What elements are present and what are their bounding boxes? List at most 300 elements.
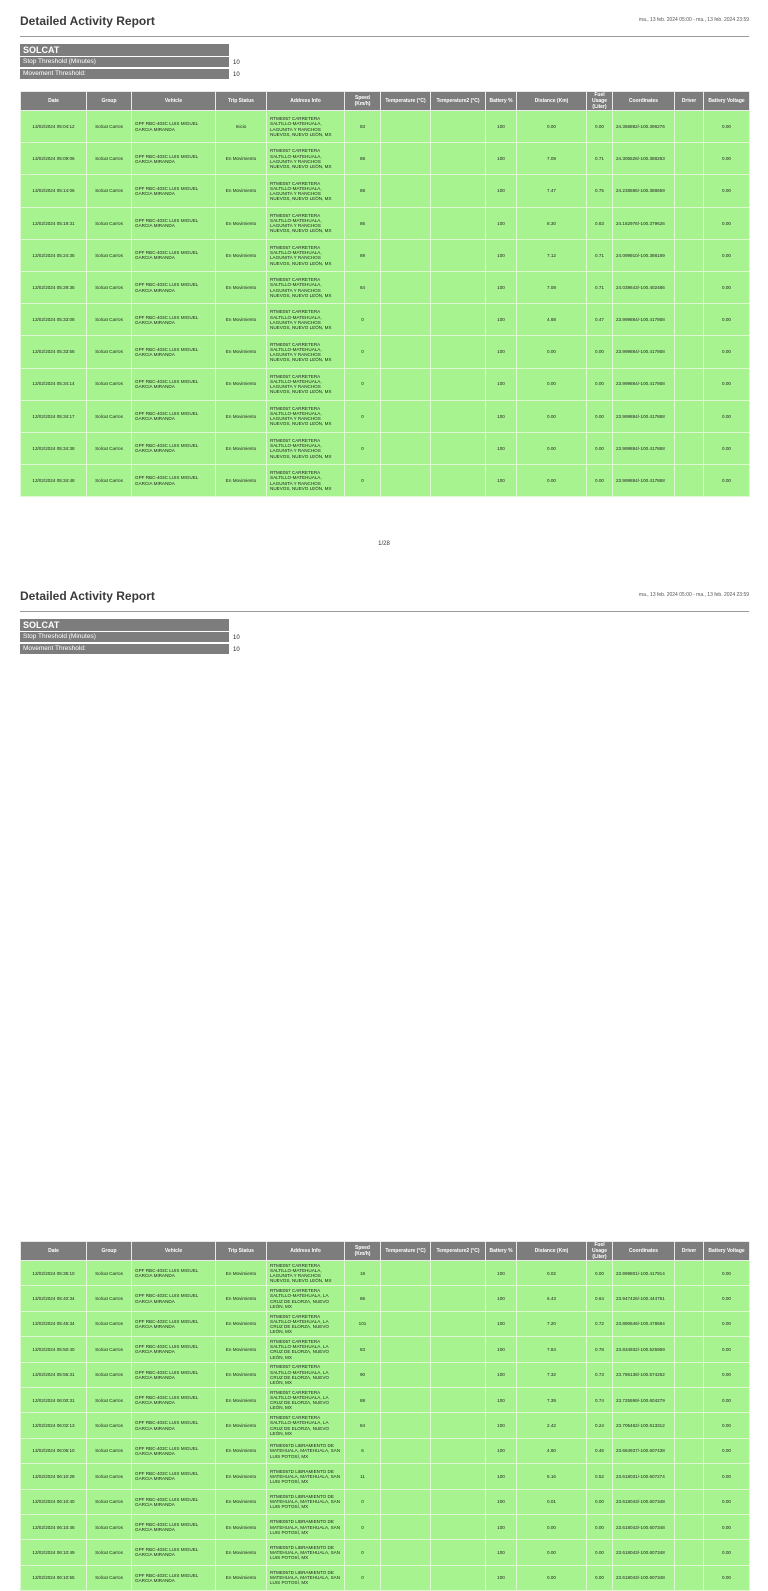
cell-speed: 6 (345, 1438, 381, 1463)
cell-date: 13/02/2024 05:09:06 (21, 143, 87, 175)
cell-coordinates: 24.162976/-100.379626 (613, 207, 675, 239)
table-row (21, 239, 750, 271)
column-header-driver: Driver (675, 92, 704, 111)
table-row (21, 1286, 750, 1311)
table-header-row (21, 1242, 750, 1261)
movement-threshold-value: 10 (233, 647, 240, 653)
cell-vehicle: GPF RBC-403C LUIS MIGUEL GARCIA MIRANDA (132, 1413, 216, 1438)
cell-fuel-usage: 0.47 (587, 304, 613, 336)
cell-vehicle: GPF RBC-403C LUIS MIGUEL GARCIA MIRANDA (132, 1565, 216, 1590)
cell-vehicle: GPF RBC-403C LUIS MIGUEL GARCIA MIRANDA (132, 304, 216, 336)
table-row (21, 1337, 750, 1362)
cell-vehicle: GPF RBC-403C LUIS MIGUEL GARCIA MIRANDA (132, 239, 216, 271)
movement-threshold-value: 10 (233, 72, 240, 78)
cell-trip-status: En Movimiento (216, 1540, 267, 1565)
cell-temperature2 (431, 239, 486, 271)
cell-coordinates: 24.305526/-100.388283 (613, 143, 675, 175)
cell-distance: 7.32 (517, 1362, 587, 1387)
cell-temperature2 (431, 465, 486, 497)
cell-coordinates: 23.999884/-100.417868 (613, 336, 675, 368)
cell-driver (675, 175, 704, 207)
cell-vehicle: GPF RBC-403C LUIS MIGUEL GARCIA MIRANDA (132, 465, 216, 497)
cell-trip-status: En Movimiento (216, 465, 267, 497)
cell-vehicle: GPF RBC-403C LUIS MIGUEL GARCIA MIRANDA (132, 271, 216, 303)
cell-temperature2 (431, 1387, 486, 1412)
cell-distance: 5.16 (517, 1464, 587, 1489)
table-row (21, 368, 750, 400)
cell-trip-status: En Movimiento (216, 1514, 267, 1539)
cell-coordinates: 23.618043/-100.607348 (613, 1565, 675, 1590)
cell-temperature (381, 400, 431, 432)
cell-date: 13/02/2024 06:02:13 (21, 1413, 87, 1438)
cell-coordinates: 23.999884/-100.417868 (613, 465, 675, 497)
cell-battery-voltage: 0.00 (704, 111, 750, 143)
cell-temperature (381, 1438, 431, 1463)
cell-battery-voltage: 0.00 (704, 400, 750, 432)
cell-trip-status: En Movimiento (216, 336, 267, 368)
cell-group: Solcat Carros (87, 1387, 132, 1412)
cell-driver (675, 1286, 704, 1311)
column-header-date: Date (21, 92, 87, 111)
cell-address-info: RTME057D LIBRAMIENTO DE MATEHUALA, MATEHUALA, SAN LUIS POTOSÍ, MX (267, 1565, 345, 1590)
column-header-fuel-usage: Fuel Usage (Liter) (587, 92, 613, 111)
column-header-trip-status: Trip Status (216, 1242, 267, 1261)
report-header (20, 14, 749, 37)
cell-group: Solcat Carros (87, 1311, 132, 1336)
table-row (21, 304, 750, 336)
cell-battery-voltage: 0.00 (704, 239, 750, 271)
table-row (21, 1514, 750, 1539)
stop-threshold-value: 10 (233, 60, 240, 66)
cell-temperature (381, 1387, 431, 1412)
table-row (21, 1261, 750, 1286)
cell-battery-voltage: 0.00 (704, 1540, 750, 1565)
column-header-distance: Distance (Km) (517, 1242, 587, 1261)
cell-address-info: RTME057 CARRETERA SALTILLO-MATEHUALA, LA CRUZ DE ELORZA, NUEVO LEÓN, MX (267, 1337, 345, 1362)
cell-fuel-usage: 0.75 (587, 175, 613, 207)
cell-driver (675, 1362, 704, 1387)
cell-temperature2 (431, 1438, 486, 1463)
cell-group: Solcat Carros (87, 143, 132, 175)
cell-temperature2 (431, 1311, 486, 1336)
cell-distance: 7.20 (517, 1311, 587, 1336)
report-title: Detailed Activity Report (20, 589, 155, 603)
column-header-coordinates: Coordinates (613, 92, 675, 111)
cell-distance: 0.00 (517, 400, 587, 432)
cell-temperature (381, 1362, 431, 1387)
cell-vehicle: GPF RBC-403C LUIS MIGUEL GARCIA MIRANDA (132, 1514, 216, 1539)
cell-battery-percent: 100 (486, 1438, 517, 1463)
cell-address-info: RTME057 CARRETERA SALTILLO-MATEHUALA, LAGUNITA Y RANCHOS NUEVOS, NUEVO LEÓN, MX (267, 400, 345, 432)
cell-speed: 86 (345, 1286, 381, 1311)
cell-battery-voltage: 0.00 (704, 1464, 750, 1489)
column-header-battery-voltage: Battery Voltage (704, 92, 750, 111)
table-row (21, 271, 750, 303)
cell-speed: 0 (345, 432, 381, 464)
cell-temperature (381, 1565, 431, 1590)
cell-battery-percent: 100 (486, 432, 517, 464)
cell-driver (675, 111, 704, 143)
cell-trip-status: En Movimiento (216, 400, 267, 432)
cell-battery-percent: 100 (486, 175, 517, 207)
cell-coordinates: 23.999884/-100.417868 (613, 400, 675, 432)
report-title: Detailed Activity Report (20, 14, 155, 28)
cell-battery-voltage: 0.00 (704, 1311, 750, 1336)
cell-group: Solcat Carros (87, 1286, 132, 1311)
stop-threshold-value: 10 (233, 635, 240, 641)
cell-date: 13/02/2024 06:06:10 (21, 1438, 87, 1463)
cell-trip-status: En Movimiento (216, 239, 267, 271)
cell-address-info: RTME057D LIBRAMIENTO DE MATEHUALA, MATEHUALA, SAN LUIS POTOSÍ, MX (267, 1438, 345, 1463)
cell-date: 13/02/2024 06:00:31 (21, 1387, 87, 1412)
cell-group: Solcat Carros (87, 175, 132, 207)
movement-threshold-row (20, 69, 240, 80)
cell-vehicle: GPF RBC-403C LUIS MIGUEL GARCIA MIRANDA (132, 368, 216, 400)
cell-speed: 0 (345, 336, 381, 368)
cell-battery-voltage: 0.00 (704, 1489, 750, 1514)
cell-battery-voltage: 0.00 (704, 1413, 750, 1438)
cell-date: 13/02/2024 06:10:49 (21, 1540, 87, 1565)
column-header-group: Group (87, 1242, 132, 1261)
cell-trip-status: En Movimiento (216, 175, 267, 207)
column-header-battery-percent: Battery % (486, 1242, 517, 1261)
column-header-group: Group (87, 92, 132, 111)
column-header-driver: Driver (675, 1242, 704, 1261)
cell-battery-percent: 100 (486, 271, 517, 303)
cell-battery-percent: 100 (486, 368, 517, 400)
cell-fuel-usage: 0.00 (587, 432, 613, 464)
cell-coordinates: 23.725599/-100.604279 (613, 1387, 675, 1412)
cell-address-info: RTME057 CARRETERA SALTILLO-MATEHUALA, LAGUNITA Y RANCHOS NUEVOS, NUEVO LEÓN, MX (267, 175, 345, 207)
cell-coordinates: 23.618031/-100.607274 (613, 1464, 675, 1489)
cell-battery-percent: 100 (486, 207, 517, 239)
column-header-temperature: Temperature (°C) (381, 1242, 431, 1261)
cell-fuel-usage: 0.72 (587, 1311, 613, 1336)
cell-distance: 8.30 (517, 207, 587, 239)
cell-group: Solcat Carros (87, 1489, 132, 1514)
cell-date: 13/02/2024 05:34:14 (21, 368, 87, 400)
cell-date: 13/02/2024 06:10:46 (21, 1514, 87, 1539)
cell-temperature2 (431, 207, 486, 239)
cell-temperature2 (431, 432, 486, 464)
cell-temperature2 (431, 111, 486, 143)
cell-trip-status: En Movimiento (216, 1489, 267, 1514)
cell-battery-percent: 100 (486, 1311, 517, 1336)
cell-vehicle: GPF RBC-403C LUIS MIGUEL GARCIA MIRANDA (132, 1286, 216, 1311)
cell-temperature (381, 1261, 431, 1286)
cell-driver (675, 239, 704, 271)
cell-battery-percent: 100 (486, 1565, 517, 1590)
stop-threshold-row (20, 632, 240, 643)
cell-battery-voltage: 0.00 (704, 1261, 750, 1286)
cell-coordinates: 23.999801/-100.417914 (613, 1261, 675, 1286)
cell-driver (675, 1337, 704, 1362)
activity-table (20, 1241, 750, 1591)
cell-address-info: RTME057 CARRETERA SALTILLO-MATEHUALA, LAGUNITA Y RANCHOS NUEVOS, NUEVO LEÓN, MX (267, 239, 345, 271)
cell-coordinates: 23.999884/-100.417868 (613, 432, 675, 464)
cell-distance: 0.00 (517, 1514, 587, 1539)
cell-temperature (381, 143, 431, 175)
cell-date: 13/02/2024 05:14:06 (21, 175, 87, 207)
cell-driver (675, 432, 704, 464)
cell-speed: 0 (345, 304, 381, 336)
cell-driver (675, 1464, 704, 1489)
cell-driver (675, 368, 704, 400)
cell-fuel-usage: 0.00 (587, 1261, 613, 1286)
stop-threshold-row (20, 57, 240, 68)
report-info-block (20, 619, 240, 655)
cell-trip-status: En Movimiento (216, 143, 267, 175)
cell-vehicle: GPF RBC-403C LUIS MIGUEL GARCIA MIRANDA (132, 400, 216, 432)
cell-temperature (381, 336, 431, 368)
cell-battery-voltage: 0.00 (704, 1565, 750, 1590)
cell-temperature (381, 1337, 431, 1362)
cell-driver (675, 1413, 704, 1438)
cell-date: 13/02/2024 06:10:55 (21, 1565, 87, 1590)
cell-driver (675, 1387, 704, 1412)
table-row (21, 1387, 750, 1412)
cell-fuel-usage: 0.24 (587, 1413, 613, 1438)
cell-battery-voltage: 0.00 (704, 175, 750, 207)
cell-speed: 19 (345, 1261, 381, 1286)
cell-vehicle: GPF RBC-403C LUIS MIGUEL GARCIA MIRANDA (132, 1261, 216, 1286)
cell-temperature2 (431, 1514, 486, 1539)
cell-distance: 0.00 (517, 1565, 587, 1590)
cell-group: Solcat Carros (87, 400, 132, 432)
cell-trip-status: En Movimiento (216, 1438, 267, 1463)
cell-group: Solcat Carros (87, 111, 132, 143)
cell-date: 13/02/2024 05:45:34 (21, 1311, 87, 1336)
cell-battery-percent: 100 (486, 1261, 517, 1286)
cell-distance: 0.00 (517, 465, 587, 497)
date-range: ma., 13 feb. 2024 05:00 - ma., 13 feb. 2024 23:59 (638, 17, 749, 23)
cell-speed: 0 (345, 1489, 381, 1514)
cell-group: Solcat Carros (87, 1565, 132, 1590)
cell-fuel-usage: 0.00 (587, 465, 613, 497)
cell-trip-status: En Movimiento (216, 271, 267, 303)
movement-threshold-label: Movement Threshold: (20, 644, 229, 654)
cell-date: 13/02/2024 05:34:17 (21, 400, 87, 432)
cell-group: Solcat Carros (87, 1438, 132, 1463)
column-header-fuel-usage: Fuel Usage (Liter) (587, 1242, 613, 1261)
table-row (21, 207, 750, 239)
table-row (21, 465, 750, 497)
cell-group: Solcat Carros (87, 368, 132, 400)
cell-vehicle: GPF RBC-403C LUIS MIGUEL GARCIA MIRANDA (132, 1362, 216, 1387)
cell-group: Solcat Carros (87, 432, 132, 464)
cell-address-info: RTME057 CARRETERA SALTILLO-MATEHUALA, LA CRUZ DE ELORZA, NUEVO LEÓN, MX (267, 1286, 345, 1311)
cell-date: 13/02/2024 05:50:40 (21, 1337, 87, 1362)
column-header-temperature: Temperature (°C) (381, 92, 431, 111)
cell-driver (675, 1438, 704, 1463)
cell-date: 13/02/2024 05:55:31 (21, 1362, 87, 1387)
cell-battery-voltage: 0.00 (704, 368, 750, 400)
cell-date: 13/02/2024 05:33:08 (21, 304, 87, 336)
stop-threshold-label: Stop Threshold (Minutes) (20, 632, 229, 642)
column-header-battery-percent: Battery % (486, 92, 517, 111)
cell-temperature2 (431, 1286, 486, 1311)
cell-speed: 101 (345, 1311, 381, 1336)
activity-table (20, 91, 750, 497)
cell-speed: 88 (345, 143, 381, 175)
column-header-vehicle: Vehicle (132, 92, 216, 111)
table-row (21, 1565, 750, 1590)
movement-threshold-row (20, 644, 240, 655)
cell-group: Solcat Carros (87, 304, 132, 336)
cell-coordinates: 23.786138/-100.574262 (613, 1362, 675, 1387)
cell-distance: 0.00 (517, 336, 587, 368)
cell-temperature (381, 1489, 431, 1514)
cell-battery-percent: 100 (486, 336, 517, 368)
cell-vehicle: GPF RBC-403C LUIS MIGUEL GARCIA MIRANDA (132, 111, 216, 143)
cell-vehicle: GPF RBC-403C LUIS MIGUEL GARCIA MIRANDA (132, 207, 216, 239)
cell-fuel-usage: 0.00 (587, 368, 613, 400)
cell-coordinates: 24.368882/-100.396276 (613, 111, 675, 143)
cell-battery-percent: 100 (486, 1286, 517, 1311)
cell-date: 13/02/2024 05:29:35 (21, 271, 87, 303)
cell-driver (675, 1311, 704, 1336)
cell-address-info: RTME057D LIBRAMIENTO DE MATEHUALA, MATEHUALA, SAN LUIS POTOSÍ, MX (267, 1514, 345, 1539)
company-name: SOLCAT (20, 44, 229, 56)
cell-fuel-usage: 0.73 (587, 1362, 613, 1387)
cell-distance: 0.02 (517, 1261, 587, 1286)
cell-speed: 90 (345, 1362, 381, 1387)
cell-fuel-usage: 0.78 (587, 1337, 613, 1362)
cell-address-info: RTME057 CARRETERA SALTILLO-MATEHUALA, LAGUNITA Y RANCHOS NUEVOS, NUEVO LEÓN, MX (267, 368, 345, 400)
cell-distance: 7.08 (517, 271, 587, 303)
cell-address-info: RTME057 CARRETERA SALTILLO-MATEHUALA, LA CRUZ DE ELORZA, NUEVO LEÓN, MX (267, 1387, 345, 1412)
cell-address-info: RTME057 CARRETERA SALTILLO-MATEHUALA, LAGUNITA Y RANCHOS NUEVOS, NUEVO LEÓN, MX (267, 111, 345, 143)
cell-temperature (381, 1413, 431, 1438)
cell-battery-percent: 100 (486, 1514, 517, 1539)
cell-trip-status: En Movimiento (216, 1387, 267, 1412)
cell-battery-percent: 100 (486, 1540, 517, 1565)
cell-battery-percent: 100 (486, 111, 517, 143)
cell-fuel-usage: 0.83 (587, 207, 613, 239)
cell-temperature (381, 1286, 431, 1311)
cell-trip-status: En Movimiento (216, 432, 267, 464)
cell-temperature (381, 239, 431, 271)
table-row (21, 1540, 750, 1565)
cell-vehicle: GPF RBC-403C LUIS MIGUEL GARCIA MIRANDA (132, 1337, 216, 1362)
cell-fuel-usage: 0.71 (587, 271, 613, 303)
cell-distance: 0.01 (517, 1489, 587, 1514)
cell-battery-percent: 100 (486, 1362, 517, 1387)
cell-distance: 7.84 (517, 1337, 587, 1362)
table-row (21, 1438, 750, 1463)
cell-date: 13/02/2024 06:10:40 (21, 1489, 87, 1514)
cell-trip-status: En Movimiento (216, 368, 267, 400)
cell-battery-percent: 100 (486, 1489, 517, 1514)
column-header-battery-voltage: Battery Voltage (704, 1242, 750, 1261)
column-header-vehicle: Vehicle (132, 1242, 216, 1261)
cell-trip-status: En Movimiento (216, 1337, 267, 1362)
cell-speed: 86 (345, 207, 381, 239)
cell-temperature2 (431, 1413, 486, 1438)
cell-driver (675, 1514, 704, 1539)
cell-battery-voltage: 0.00 (704, 1387, 750, 1412)
cell-speed: 89 (345, 239, 381, 271)
cell-group: Solcat Carros (87, 1540, 132, 1565)
cell-vehicle: GPF RBC-403C LUIS MIGUEL GARCIA MIRANDA (132, 1540, 216, 1565)
cell-temperature (381, 368, 431, 400)
cell-distance: 2.42 (517, 1413, 587, 1438)
table-row (21, 1464, 750, 1489)
cell-temperature (381, 207, 431, 239)
cell-vehicle: GPF RBC-403C LUIS MIGUEL GARCIA MIRANDA (132, 1489, 216, 1514)
cell-coordinates: 23.618043/-100.607348 (613, 1514, 675, 1539)
column-header-date: Date (21, 1242, 87, 1261)
cell-battery-voltage: 0.00 (704, 304, 750, 336)
cell-date: 13/02/2024 05:19:31 (21, 207, 87, 239)
cell-date: 13/02/2024 05:24:35 (21, 239, 87, 271)
cell-battery-voltage: 0.00 (704, 1438, 750, 1463)
cell-temperature2 (431, 1362, 486, 1387)
cell-fuel-usage: 0.74 (587, 1387, 613, 1412)
cell-speed: 0 (345, 368, 381, 400)
cell-fuel-usage: 0.00 (587, 1514, 613, 1539)
cell-address-info: RTME057D LIBRAMIENTO DE MATEHUALA, MATEHUALA, SAN LUIS POTOSÍ, MX (267, 1489, 345, 1514)
cell-battery-voltage: 0.00 (704, 1514, 750, 1539)
cell-distance: 7.12 (517, 239, 587, 271)
column-header-distance: Distance (Km) (517, 92, 587, 111)
cell-vehicle: GPF RBC-403C LUIS MIGUEL GARCIA MIRANDA (132, 336, 216, 368)
cell-vehicle: GPF RBC-403C LUIS MIGUEL GARCIA MIRANDA (132, 143, 216, 175)
cell-temperature2 (431, 175, 486, 207)
cell-temperature2 (431, 368, 486, 400)
cell-address-info: RTME057 CARRETERA SALTILLO-MATEHUALA, LAGUNITA Y RANCHOS NUEVOS, NUEVO LEÓN, MX (267, 271, 345, 303)
cell-address-info: RTME057 CARRETERA SALTILLO-MATEHUALA, LAGUNITA Y RANCHOS NUEVOS, NUEVO LEÓN, MX (267, 465, 345, 497)
cell-distance: 0.00 (517, 368, 587, 400)
cell-temperature2 (431, 1261, 486, 1286)
cell-date: 13/02/2024 05:40:34 (21, 1286, 87, 1311)
cell-temperature2 (431, 143, 486, 175)
movement-threshold-label: Movement Threshold: (20, 69, 229, 79)
cell-battery-voltage: 0.00 (704, 465, 750, 497)
cell-distance: 7.39 (517, 1387, 587, 1412)
cell-distance: 0.00 (517, 111, 587, 143)
cell-speed: 0 (345, 465, 381, 497)
cell-temperature (381, 271, 431, 303)
cell-battery-voltage: 0.00 (704, 432, 750, 464)
cell-fuel-usage: 0.64 (587, 1286, 613, 1311)
cell-group: Solcat Carros (87, 465, 132, 497)
cell-fuel-usage: 0.00 (587, 336, 613, 368)
cell-trip-status: Inicio (216, 111, 267, 143)
cell-group: Solcat Carros (87, 336, 132, 368)
cell-driver (675, 1565, 704, 1590)
cell-coordinates: 23.618043/-100.607348 (613, 1540, 675, 1565)
company-name: SOLCAT (20, 619, 229, 631)
cell-address-info: RTME057D LIBRAMIENTO DE MATEHUALA, MATEHUALA, SAN LUIS POTOSÍ, MX (267, 1464, 345, 1489)
cell-battery-percent: 100 (486, 1387, 517, 1412)
cell-group: Solcat Carros (87, 1514, 132, 1539)
column-header-temperature2: Temperature2 (°C) (431, 92, 486, 111)
cell-driver (675, 271, 704, 303)
cell-date: 13/02/2024 05:34:48 (21, 465, 87, 497)
cell-speed: 0 (345, 400, 381, 432)
cell-battery-voltage: 0.00 (704, 336, 750, 368)
cell-trip-status: En Movimiento (216, 1464, 267, 1489)
cell-trip-status: En Movimiento (216, 1286, 267, 1311)
cell-vehicle: GPF RBC-403C LUIS MIGUEL GARCIA MIRANDA (132, 1311, 216, 1336)
cell-temperature (381, 304, 431, 336)
cell-address-info: RTME057D LIBRAMIENTO DE MATEHUALA, MATEHUALA, SAN LUIS POTOSÍ, MX (267, 1540, 345, 1565)
cell-distance: 4.68 (517, 304, 587, 336)
cell-temperature (381, 175, 431, 207)
cell-speed: 84 (345, 1413, 381, 1438)
cell-distance: 6.43 (517, 1286, 587, 1311)
